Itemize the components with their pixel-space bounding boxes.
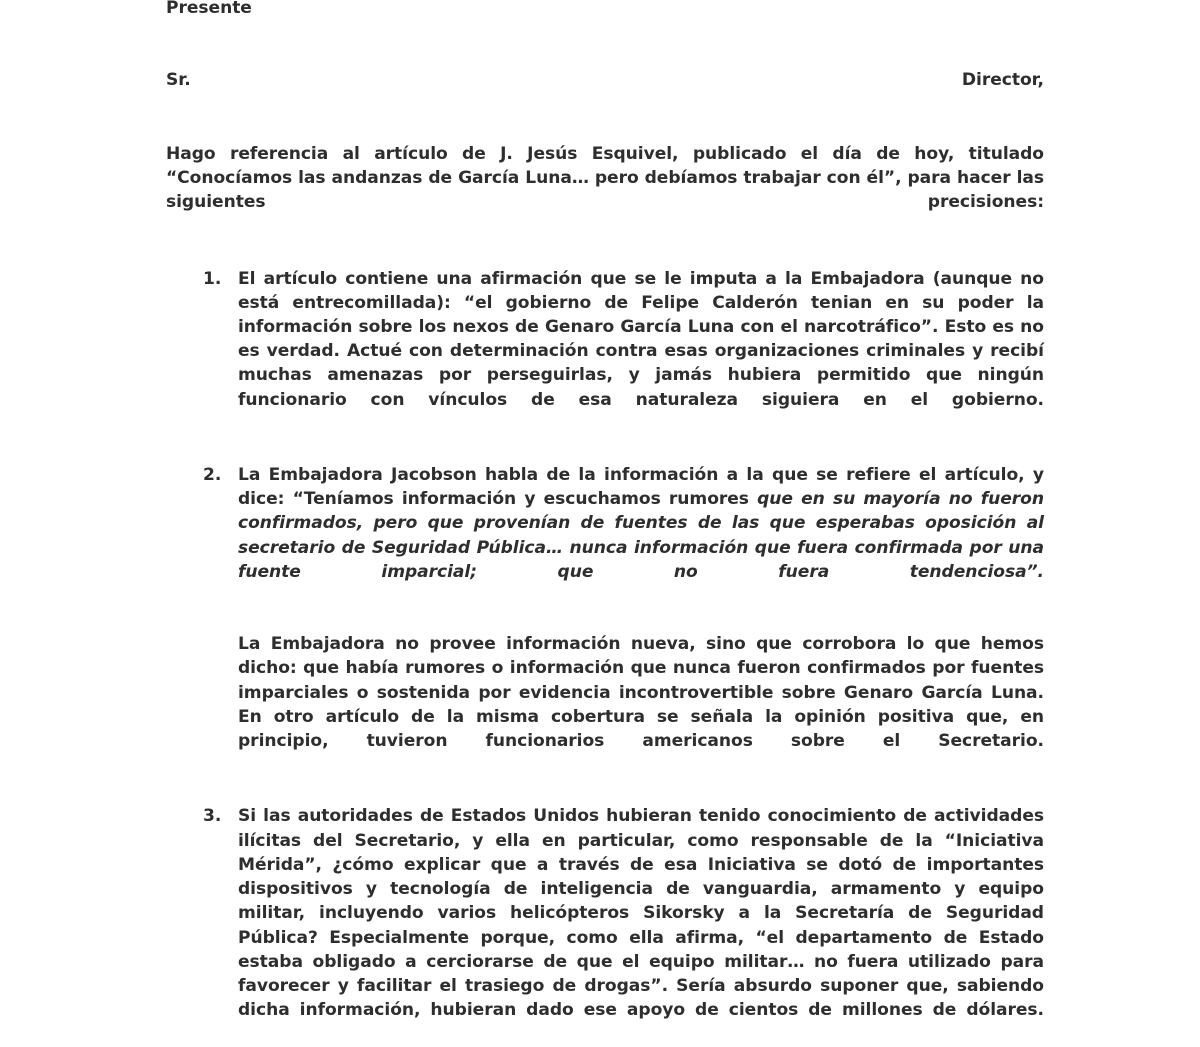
- text-run: Si las autoridades de Estados Unidos hubieran tenido conocimiento de actividades ilícitas del Secretario, y ella en particular, como responsable de la “Iniciativa Mérida”, ¿cómo explicar que a través de esa Iniciativa se dotó de importantes dispositivos y tecnología de inteligencia de vanguardia, armamento y equipo militar, incluyendo varios helicópteros Sikorsky a la Secretaría de Seguridad Pública? Especialmente porque, como ella afirma, “el departamento de Estado estaba obligado a cerciorarse de que el equipo militar… no fuera utilizado para favorecer y facilitar el trasiego de drogas”. Sería absurdo suponer que, sabiendo dicha información, hubieran dado ese apoyo de cientos de millones de dólares.: [238, 806, 1044, 1021]
- spacer: [166, 239, 1044, 267]
- text-run: nunca información que fuera confirmada por una fuente imparcial;: [238, 537, 1044, 582]
- list-item: [166, 267, 1044, 436]
- greeting-line: Sr. Director,: [166, 70, 1044, 91]
- text-run: que en su mayoría no fueron confirmados, pero que provenían de fuentes de las que esperabas oposición al secretario de Seguridad Pública…: [238, 489, 1044, 558]
- list-item-paragraph: [238, 632, 1044, 777]
- text-run: La Embajadora Jacobson habla de la información a la que se refiere el artículo, y dice: “Teníamos información y escuchamos rumores: [238, 465, 1044, 510]
- text-run: no es verdad: [238, 317, 1044, 362]
- list-item-paragraph: [238, 463, 1044, 608]
- numbered-precisions-list: [166, 267, 1044, 1047]
- spacer: [166, 44, 1044, 68]
- list-item-marker: 2.: [203, 465, 222, 486]
- list-item-paragraph: [238, 267, 1044, 436]
- list-item-paragraph: [238, 804, 1044, 1046]
- list-item-marker: 3.: [203, 806, 222, 827]
- text-run: La Embajadora no provee información nueva, sino que corrobora lo que hemos dicho: que había rumores o información que nunca fueron confirmados por fuentes imparciales o sostenida por evidencia incontrovertible sobre Genaro García Luna. En otro artículo de la misma cobertura se señala la opinión positiva que, en principio, tuvieron funcionarios americanos sobre el Secretario.: [238, 634, 1044, 752]
- list-item-marker: 1.: [203, 268, 222, 289]
- list-item: [166, 463, 1044, 777]
- list-item: [166, 804, 1044, 1046]
- recipient-line: Presente: [166, 0, 252, 18]
- intro-paragraph: Hago referencia al artículo de J. Jesús Esquivel, publicado el día de hoy, titulado “Conocíamos las andanzas de García Luna… pero debíamos trabajar con él”, para hacer las siguientes precisiones:: [166, 143, 1044, 213]
- text-run: El artículo contiene una afirmación que se le imputa a la Embajadora (aunque no está entrecomillada): “el gobierno de Felipe Calderón tenian en su poder la información sobre los nexos de Genaro García Luna con el narcotráfico”. Esto es: [238, 268, 1044, 338]
- text-run: que no fuera tendenciosa”.: [476, 561, 1044, 582]
- document-body: [166, 0, 1044, 1047]
- spacer: [166, 117, 1044, 142]
- text-run: . Actué con determinación contra esas organizaciones criminales y recibí muchas amenazas por perseguirlas, y jamás hubiera permitido que ningún funcionario con vínculos de esa naturaleza siguiera en el gobierno.: [238, 341, 1044, 410]
